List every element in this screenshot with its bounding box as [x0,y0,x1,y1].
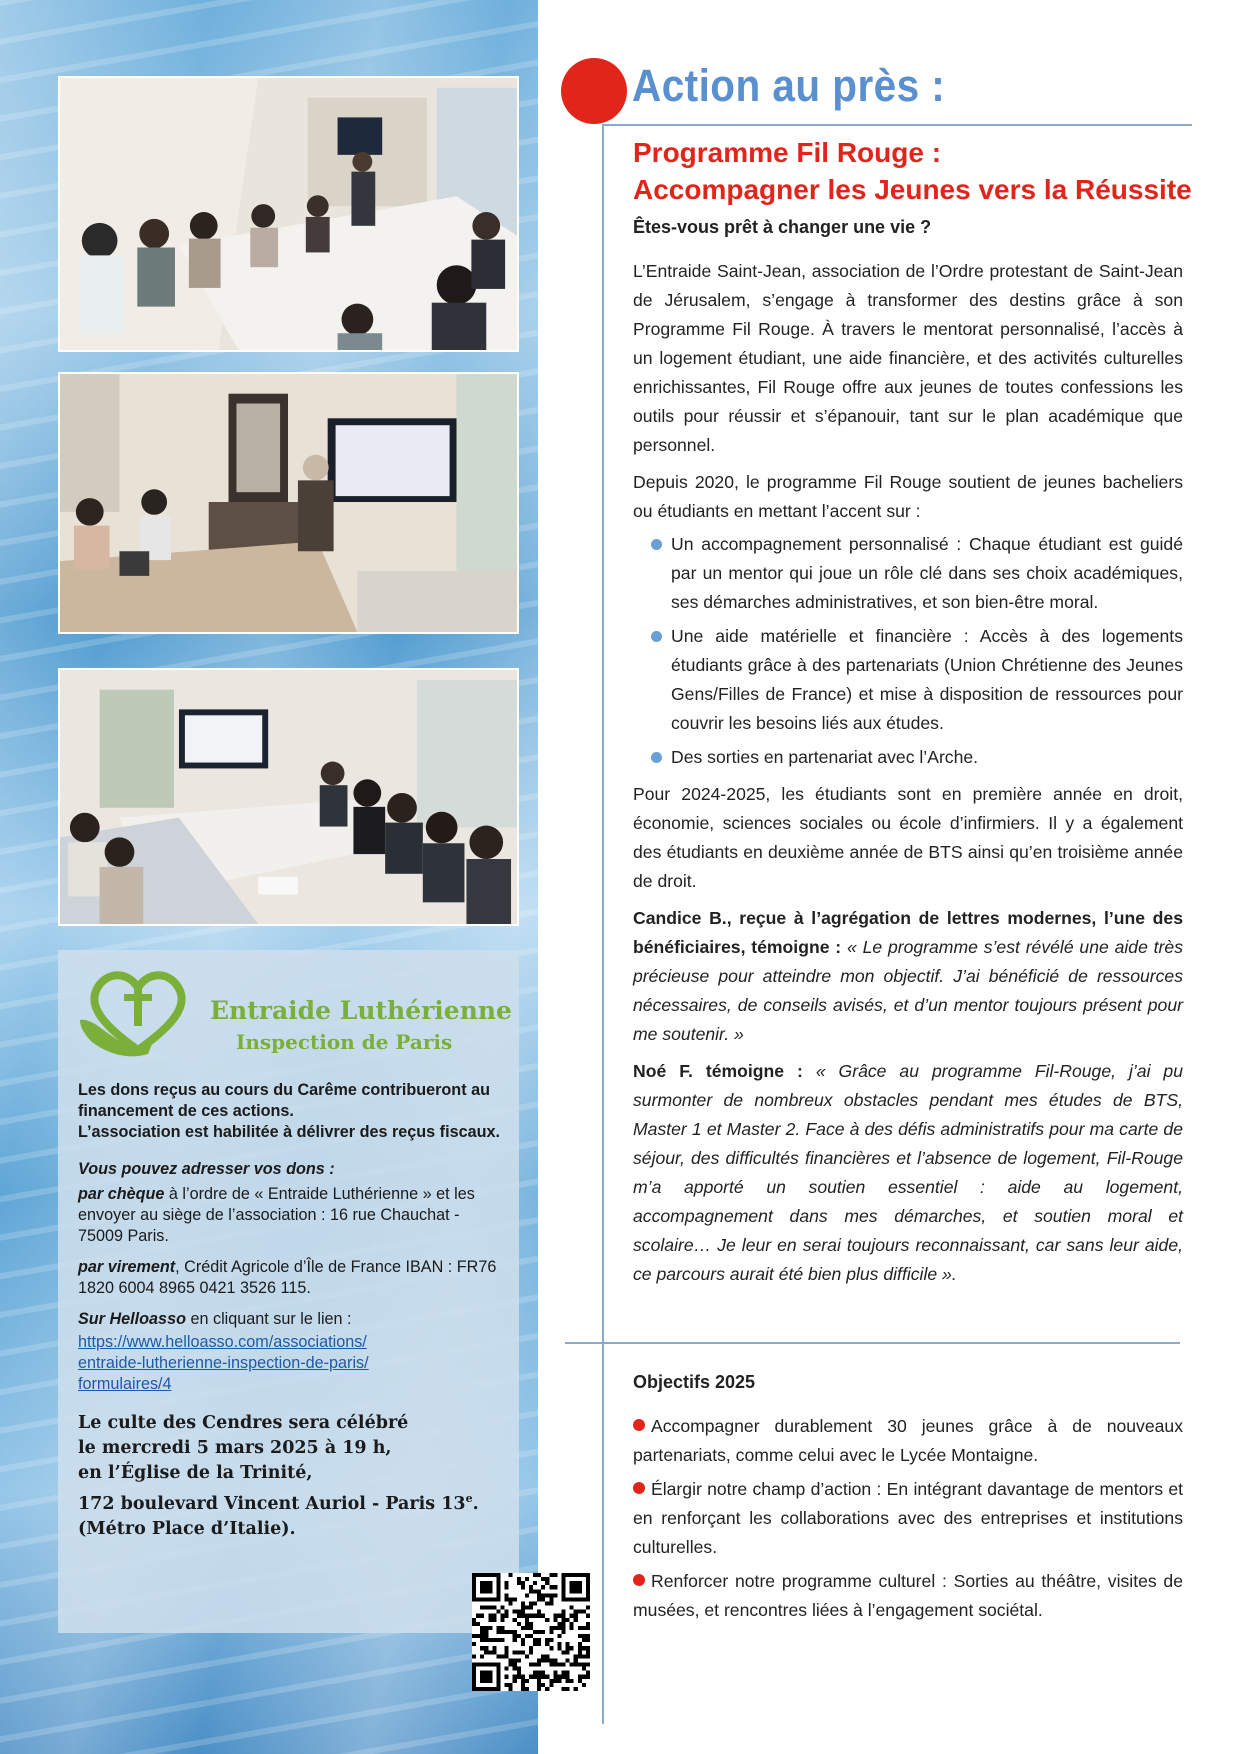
objectives-list [633,1412,1183,1625]
logo-title: Entraide Luthérienne [210,996,512,1025]
photo-meeting-3-image [60,670,517,924]
donation-intro-2: L’association est habilitée à délivrer des reçus fiscaux. [78,1123,500,1141]
helloasso-link-line-2[interactable]: entraide-lutherienne-inspection-de-paris/ [78,1354,369,1372]
focus-list [633,530,1183,772]
main-text [633,257,1183,1289]
cheque-label: par chèque [78,1185,165,1203]
focus-item-text: Une aide matérielle et financière : Accès à des logements étudiants grâce à des partenariats (Union Chrétienne des Jeunes Gens/Filles de France) et mise à disposition de ressources pour couvrir les besoins liés aux études. [671,626,1183,733]
qr-code-icon[interactable] [472,1573,590,1691]
objective-item [633,1412,1183,1470]
helloasso-link[interactable] [78,1332,508,1395]
cendres-address: 172 boulevard Vincent Auriol - Paris 13 [78,1493,466,1514]
objectives-rule [565,1342,1180,1344]
page-title: Action au près : [632,60,946,111]
donation-cheque [78,1184,508,1247]
vertical-rule [602,124,604,1724]
question-heading: Êtes-vous prêt à changer une vie ? [633,217,932,237]
helloasso-text: en cliquant sur le lien : [185,1310,352,1328]
donation-helloasso [78,1309,508,1330]
testimony-1-quote: « Le programme s’est révélé une aide très précieuse pour atteindre mon objectif. J’ai bénéficié de ressources nécessaires, de conseils avisés, et d’un mentor toujours présent pour me soutenir. » [633,937,1183,1044]
cendres-line-5: (Métro Place d’Italie). [78,1518,296,1539]
testimony-2-lead: Noé F. témoigne : [633,1061,803,1081]
helloasso-link-line-3[interactable]: formulaires/4 [78,1375,172,1393]
cendres-line-4 [78,1486,508,1517]
testimony-1 [633,904,1183,1049]
virement-label: par virement [78,1258,176,1276]
entraide-logo [78,962,512,1062]
cendres-announcement [78,1411,508,1542]
helloasso-link-line-1[interactable]: https://www.helloasso.com/associations/ [78,1333,367,1351]
cheque-text: à l’ordre de « Entraide Luthérienne » et les envoyer au siège de l’association : 16 rue Chauchat - 75009 Paris. [78,1185,475,1245]
bullet-dot-icon [651,631,662,642]
title-rule [602,124,1192,126]
subtitle-line-2: Accompagner les Jeunes vers la Réussite [633,174,1192,205]
paragraph-3: Pour 2024-2025, les étudiants sont en première année en droit, économie, sciences sociales ou école d’infirmiers. Il y a également des étudiants en deuxième année de BTS ainsi qu’en troisième année de droit. [633,784,1183,891]
objective-text: Accompagner durablement 30 jeunes grâce à de nouveaux partenariats, comme celui avec le Lycée Montaigne. [633,1416,1183,1465]
photo-meeting-1-image [60,78,517,350]
testimony-2-quote: « Grâce au programme Fil-Rouge, j’ai pu surmonter de nombreux obstacles pendant mes études de BTS, Master 1 et Master 2. Face à des défis administratifs pour ma carte de séjour, des difficultés financières et l’absence de logement, Fil-Rouge m’a apporté un soutien essentiel : aide au logement, accompagnement dans mes démarches, et soutien moral et scolaire… Je leur en serai toujours reconnaissant, car sans leur aide, ce parcours aurait été bien plus difficile ». [633,1061,1184,1284]
cendres-sup: e [465,1492,473,1505]
left-panel [0,0,538,1754]
cendres-line-2: le mercredi 5 mars 2025 à 19 h, [78,1438,392,1458]
donation-intro-1: Les dons reçus au cours du Carême contribueront au financement de ces actions. [78,1081,490,1120]
donation-text [78,1080,508,1542]
cendres-line-3: en l’Église de la Trinité, [78,1463,313,1483]
objective-dot-icon [633,1482,645,1494]
objective-text: Élargir notre champ d’action : En intégrant davantage de mentors et en renforçant les collaborations avec des entreprises et institutions culturelles. [633,1479,1183,1557]
red-dot-icon [561,58,627,124]
paragraph-1: L’Entraide Saint-Jean, association de l’Ordre protestant de Saint-Jean de Jérusalem, s’engage à transformer des destins grâce à son Programme Fil Rouge. À travers le mentorat personnalisé, l’accès à un logement étudiant, une aide financière, et des activités culturelles enrichissantes, Fil Rouge offre aux jeunes de toutes confessions les outils pour réussir et s’épanouir, tant sur le plan académique que personnel. [633,261,1183,455]
donation-address-title: Vous pouvez adresser vos dons : [78,1160,335,1178]
virement-text: , Crédit Agricole d’Île de France IBAN : FR76 1820 6004 8965 0421 3526 115. [78,1258,497,1297]
cendres-address-end: . [472,1493,479,1514]
focus-item [633,622,1183,738]
objective-dot-icon [633,1419,645,1431]
bullet-dot-icon [651,539,662,550]
focus-item [633,743,1183,772]
photo-meeting-3 [58,668,519,926]
helloasso-label: Sur Helloasso [78,1310,186,1328]
qr-code[interactable] [472,1573,590,1691]
focus-item [633,530,1183,617]
objective-item [633,1475,1183,1562]
donation-info-box [58,950,519,1633]
paragraph-2: Depuis 2020, le programme Fil Rouge soutient de jeunes bacheliers ou étudiants en mettant l’accent sur : [633,472,1183,521]
program-subtitle [633,134,1192,208]
testimony-2 [633,1057,1183,1289]
photo-meeting-2-image [60,374,517,632]
photo-meeting-2 [58,372,519,634]
photo-meeting-1 [58,76,519,352]
objective-text: Renforcer notre programme culturel : Sorties au théâtre, visites de musées, et rencontres liées à l’engagement sociétal. [633,1571,1183,1620]
testimony-1-lead: Candice B., reçue à l’agrégation de lettres modernes, l’une des bénéficiaires, témoigne : [633,908,1183,957]
focus-item-text: Un accompagnement personnalisé : Chaque étudiant est guidé par un mentor qui joue un rôle clé dans ses choix académiques, ses démarches administratives, et son bien-être moral. [671,534,1183,612]
objective-dot-icon [633,1574,645,1586]
objectives-title: Objectifs 2025 [633,1372,756,1392]
logo-subtitle: Inspection de Paris [236,1030,453,1054]
cendres-line-1: Le culte des Cendres sera célébré [78,1413,409,1433]
subtitle-line-1: Programme Fil Rouge : [633,137,942,168]
heart-hand-icon [78,962,198,1062]
donation-virement [78,1257,508,1299]
objective-item [633,1567,1183,1625]
focus-item-text: Des sorties en partenariat avec l’Arche. [671,747,979,767]
bullet-dot-icon [651,752,662,763]
